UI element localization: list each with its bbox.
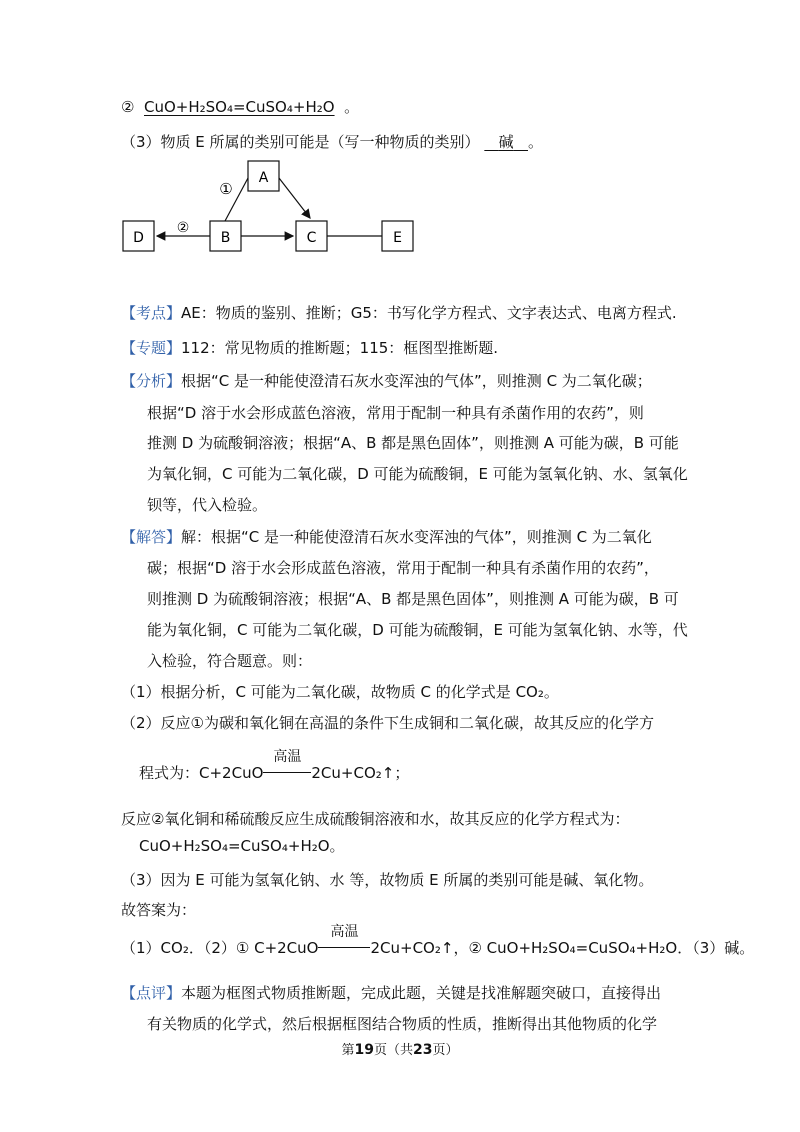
zhuanti-tag: 【专题】 [121, 339, 182, 357]
answer-3: （3）因为 E 可能为氢氧化钠、水 等，故物质 E 所属的类别可能是碱、氧化物。 [121, 871, 654, 889]
equation-2: CuO+H₂SO₄=CuSO₄+H₂O。 [139, 837, 345, 855]
kaodian-tag: 【考点】 [121, 304, 182, 322]
edge-a-c-arrow [279, 178, 310, 218]
inference-diagram [118, 158, 428, 258]
node-b-label: B [220, 230, 231, 246]
zhuanti-line: 【专题】112：常见物质的推断题；115：框图型推断题. [121, 339, 499, 357]
kaodian-line: 【考点】AE：物质的鉴别、推断；G5：书写化学方程式、文字表达式、电离方程式. [121, 304, 677, 322]
answer-underlined: 碱 [498, 133, 514, 151]
answer-2-line-3: 反应②氧化铜和稀硫酸反应生成硫酸铜溶液和水，故其反应的化学方程式为： [121, 810, 630, 828]
reaction-1-mark: ① [219, 180, 233, 198]
jieda-line-2: 碳；根据“D 溶于水会形成蓝色溶液，常用于配制一种具有杀菌作用的农药”， [147, 559, 659, 577]
high-temp-condition-2: 高温 [318, 938, 370, 958]
fenxi-line-4: 为氧化铜，C 可能为二氧化碳，D 可能为硫酸铜，E 可能为氢氧化钠、水、氢氧化 [147, 465, 688, 483]
node-d-label: D [133, 230, 144, 246]
node-c-label: C [306, 230, 317, 246]
equation-1: 程式为：C+2CuO 高温 2Cu+CO₂↑； [139, 749, 410, 782]
guda-label: 故答案为： [121, 901, 197, 919]
answer-1: （1）根据分析，C 可能为二氧化碳，故物质 C 的化学式是 CO₂。 [121, 683, 559, 701]
fenxi-line-1: 【分析】根据“C 是一种能使澄清石灰水变浑浊的气体”，则推测 C 为二氧化碳； [121, 372, 652, 390]
fenxi-line-3: 推测 D 为硫酸铜溶液；根据“A、B 都是黑色固体”，则推测 A 可能为碳，B 可能 [147, 434, 679, 452]
dianping-tag: 【点评】 [121, 984, 182, 1002]
jieda-line-1: 【解答】解：根据“C 是一种能使澄清石灰水变浑浊的气体”，则推测 C 为二氧化 [121, 528, 652, 546]
fenxi-tag: 【分析】 [121, 372, 182, 390]
jieda-line-5: 入检验，符合题意。则： [147, 652, 313, 670]
answer-line-2: ② CuO+H₂SO₄=CuSO₄+H₂O 。 [121, 98, 360, 116]
jieda-tag: 【解答】 [121, 528, 182, 546]
fenxi-line-2: 根据“D 溶于水会形成蓝色溶液，常用于配制一种具有杀菌作用的农药”，则 [147, 404, 644, 422]
node-a-label: A [258, 170, 269, 186]
page-total: 23 [413, 1042, 433, 1058]
node-e-label: E [393, 230, 402, 246]
dianping-line-2: 有关物质的化学式，然后根据框图结合物质的性质，推断得出其他物质的化学 [147, 1015, 658, 1033]
question-3-line: （3）物质 E 所属的类别可能是（写一种物质的类别） 碱 。 [121, 133, 543, 151]
reaction-2-mark: ② [176, 220, 190, 236]
jieda-line-3: 则推测 D 为硫酸铜溶液；根据“A、B 都是黑色固体”，则推测 A 可能为碳，B 可 [147, 590, 679, 608]
high-temp-condition: 高温 [263, 763, 311, 783]
dianping-line-1: 【点评】本题为框图式物质推断题，完成此题，关键是找准解题突破口，直接得出 [121, 984, 662, 1002]
page-footer: 第19页（共23页） [341, 1042, 459, 1058]
answer-2-line-1: （2）反应①为碳和氧化铜在高温的条件下生成铜和二氧化碳，故其反应的化学方 [121, 714, 654, 732]
page-number: 19 [354, 1042, 374, 1058]
final-answer-line: （1）CO₂．（2）① C+2CuO 高温 2Cu+CO₂↑，② CuO+H₂SO₄=CuSO₄+H₂O．（3）碱。 [121, 924, 755, 957]
jieda-line-4: 能为氧化铜，C 可能为二氧化碳，D 可能为硫酸铜，E 可能为氢氧化钠、水等，代 [147, 621, 688, 639]
fenxi-line-5: 钡等，代入检验。 [147, 496, 268, 514]
circle-2-mark: ② [121, 98, 135, 116]
equation-underlined: CuO+H₂SO₄=CuSO₄+H₂O [144, 98, 335, 116]
